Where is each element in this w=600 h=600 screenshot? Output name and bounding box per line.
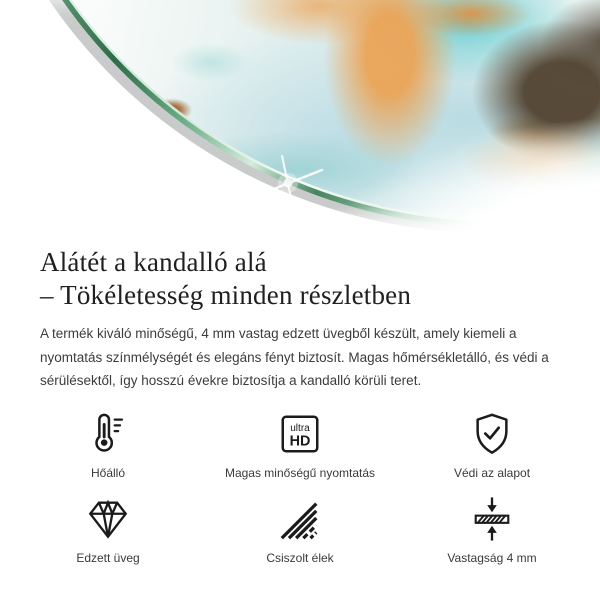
ultra-hd-icon (277, 411, 323, 457)
feature-heat-resistant (12, 411, 204, 480)
feature-polished-edges (204, 496, 396, 565)
thickness-icon (469, 496, 515, 542)
page-title (40, 240, 560, 312)
feature-tempered-glass (12, 496, 204, 565)
feature-label: Magas minőségű nyomtatás (224, 465, 376, 480)
sparkle-icon (254, 150, 324, 220)
shield-check-icon (469, 411, 515, 457)
feature-label: Vastagság 4 mm (447, 550, 537, 565)
features-grid (0, 411, 600, 565)
feature-thickness (396, 496, 588, 565)
svg-text:HD: HD (289, 433, 311, 449)
product-description: A termék kiváló minőségű, 4 mm vastag edzett üvegből készült, amely kiemeli a nyomtatás színmélységét és elegáns fényt biztosít. Magas hőmérsékletálló, és védi a sérülésektől, így hosszú évekre biztosítja a kandalló körüli teret. (40, 326, 549, 388)
feature-label: Csiszolt élek (266, 550, 334, 565)
feature-label: Védi az alapot (453, 465, 531, 480)
product-info-section (0, 240, 600, 393)
feature-label: Hőálló (90, 465, 126, 480)
svg-text:ultra: ultra (290, 422, 310, 434)
feature-label: Edzett üveg (76, 550, 140, 565)
diamond-icon (85, 496, 131, 542)
product-image (0, 0, 600, 240)
thermometer-icon (85, 411, 131, 457)
page-title-line2: – Tökéletesség minden részletben (40, 280, 412, 310)
page-title-line1: Alátét a kandalló alá (40, 247, 267, 277)
feature-protects-base (396, 411, 588, 480)
feature-print-quality (204, 411, 396, 480)
polished-edges-icon (277, 496, 323, 542)
